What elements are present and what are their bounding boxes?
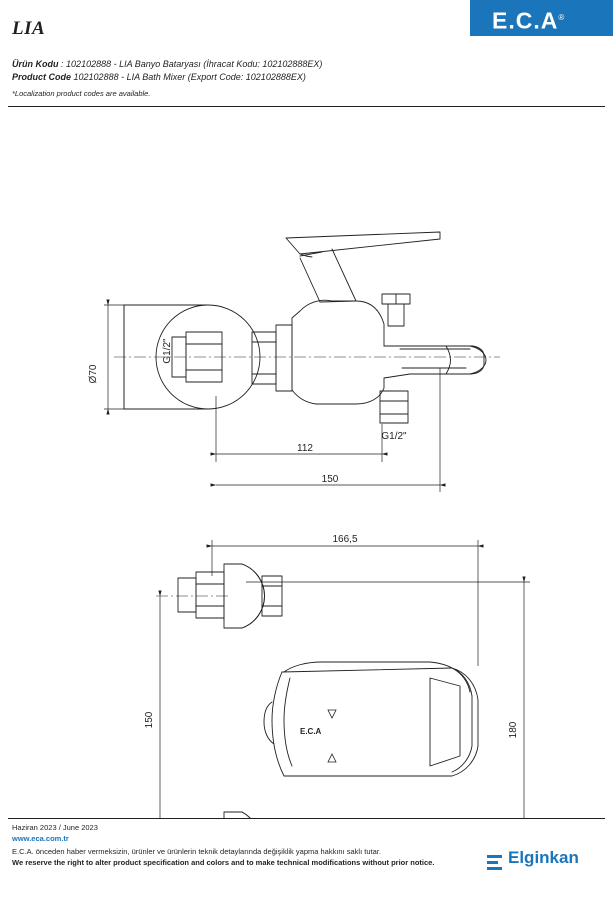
dim-label-112: 112 [297, 443, 313, 454]
side-lever-handle [286, 232, 440, 302]
side-bottom-outlet [380, 391, 408, 423]
dim-label-180: 180 [508, 721, 519, 739]
dim-label-outlet-thread: G1/2" [381, 431, 407, 442]
product-code-value-tr: 102102888 - LIA Banyo Bataryası (İhracat Kodu: 102102888EX) [66, 59, 323, 69]
eca-logo [492, 4, 592, 32]
product-code-row-tr [12, 58, 482, 71]
dim-label-150-center: 150 [144, 711, 155, 729]
body-logo [300, 710, 336, 762]
side-body-connector [252, 325, 292, 391]
front-top-connector [178, 564, 282, 628]
product-code-label-tr: Ürün Kodu [12, 59, 59, 69]
page-header [0, 0, 613, 40]
dim-label-150-depth: 150 [321, 474, 339, 485]
footer-date: Haziran 2023 / June 2023 [12, 823, 98, 832]
footer-website[interactable]: www.eca.com.tr [12, 834, 69, 843]
front-main-body [264, 662, 478, 776]
technical-drawing-svg [0, 106, 613, 818]
dim-label-inlet-thread: G1/2" [162, 338, 173, 364]
product-info-block [12, 58, 482, 100]
technical-drawing [0, 106, 613, 818]
footer-text-block [12, 822, 442, 868]
product-code-row-en [12, 71, 482, 84]
side-spout-tip [446, 346, 486, 374]
footer-disclaimer-en: We reserve the right to alter product specification and colors and to make technical modifications without prior notice. [12, 858, 435, 867]
product-code-value-en: 102102888 - LIA Bath Mixer (Export Code: 102102888EX) [73, 72, 306, 82]
page-title: LIA [12, 18, 46, 39]
footer-disclaimer-tr: E.C.A. önceden haber vermeksizin, ürünler ve ürünlerin teknik detaylarında değişiklik yapma hakkını saklı tutar. [12, 847, 381, 856]
eca-logo-text: E.C.A [492, 7, 559, 34]
side-shower-outlet [382, 294, 410, 326]
page-footer [0, 822, 613, 898]
body-logo-text: E.C.A [300, 727, 322, 736]
divider-bottom [8, 818, 605, 819]
elginkan-bars-icon [487, 855, 502, 871]
product-code-separator: : [61, 59, 64, 69]
elginkan-logo-text: Elginkan [508, 848, 579, 867]
dim-label-diameter-70: Ø70 [88, 364, 99, 384]
localization-note: *Localization product codes are available. [12, 89, 151, 98]
product-code-label-en: Product Code [12, 72, 72, 82]
dim-label-166-5: 166,5 [332, 534, 358, 545]
registered-trademark-icon: ® [558, 13, 566, 22]
